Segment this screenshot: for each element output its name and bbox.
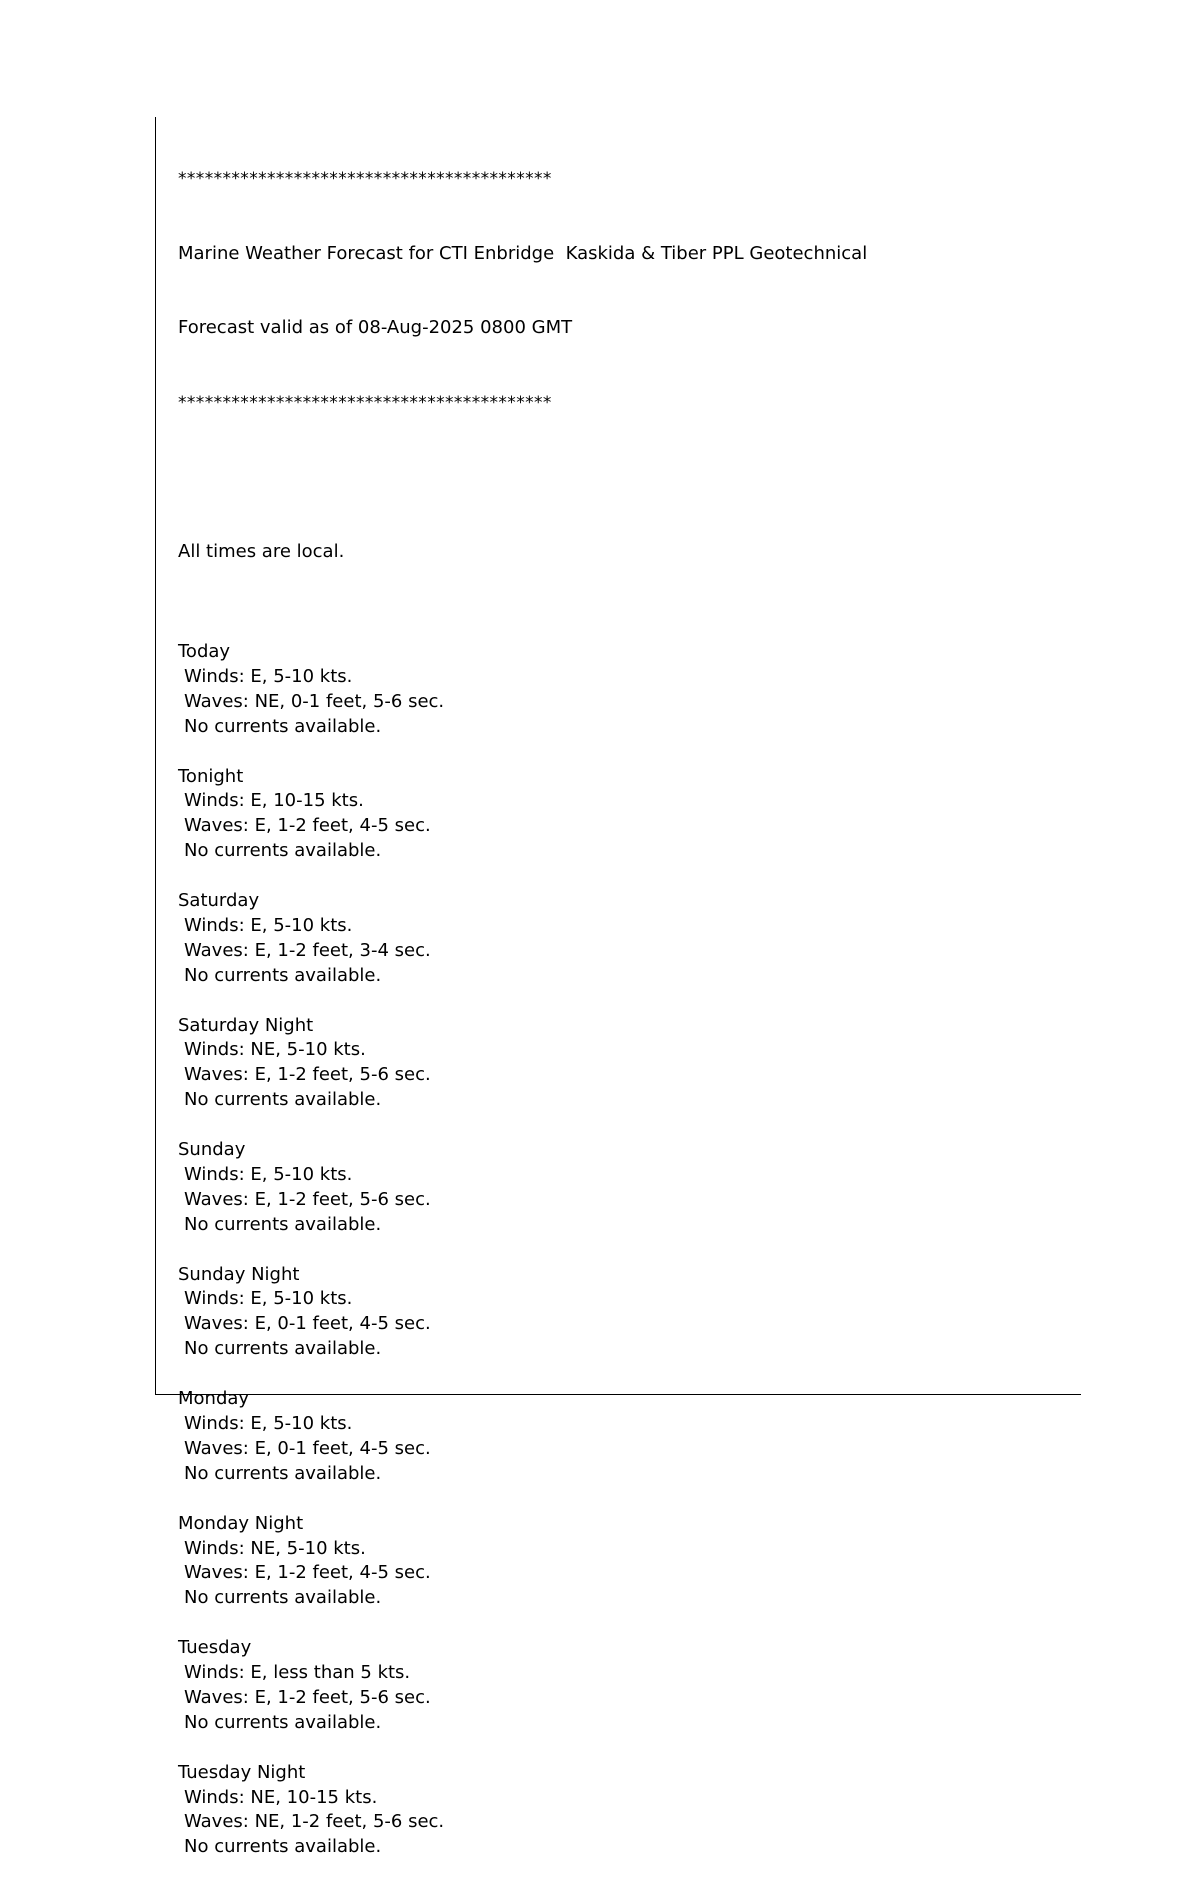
period-winds: Winds: NE, 5-10 kts.: [184, 1537, 366, 1559]
forecast-periods: [178, 615, 867, 1860]
period-currents: No currents available.: [184, 1462, 382, 1484]
separator-top: ******************************************: [178, 168, 552, 189]
period-winds: Winds: E, 5-10 kts.: [184, 665, 353, 687]
period-winds: Winds: E, 5-10 kts.: [184, 1288, 353, 1310]
period-name: Sunday Night: [178, 1263, 300, 1285]
period-waves: Waves: E, 1-2 feet, 3-4 sec.: [184, 939, 431, 961]
period-currents: No currents available.: [184, 1711, 382, 1733]
period-currents: No currents available.: [184, 964, 382, 986]
period-winds: Winds: E, 5-10 kts.: [184, 1163, 353, 1185]
period-winds: Winds: E, 10-15 kts.: [184, 790, 364, 812]
forecast-title: Marine Weather Forecast for CTI Enbridge Kaskida & Tiber PPL Geotechnical: [178, 242, 868, 264]
forecast-period: [178, 1113, 867, 1238]
forecast-period: [178, 615, 867, 740]
period-waves: Waves: E, 1-2 feet, 5-6 sec.: [184, 1064, 431, 1086]
period-waves: Waves: E, 0-1 feet, 4-5 sec.: [184, 1313, 431, 1335]
period-name: Saturday Night: [178, 1014, 314, 1036]
period-name: Today: [178, 641, 231, 662]
period-winds: Winds: E, less than 5 kts.: [184, 1662, 411, 1684]
period-name: Monday: [178, 1388, 250, 1410]
period-waves: Waves: E, 1-2 feet, 4-5 sec.: [184, 815, 431, 837]
forecast-period: [178, 1487, 867, 1612]
separator-bottom: ******************************************: [178, 392, 552, 413]
period-currents: No currents available.: [184, 1836, 382, 1858]
period-name: Sunday: [178, 1139, 246, 1161]
period-currents: No currents available.: [184, 1089, 382, 1111]
forecast-period: [178, 1736, 867, 1861]
period-waves: Waves: E, 1-2 feet, 5-6 sec.: [184, 1686, 431, 1708]
period-currents: No currents available.: [184, 1338, 382, 1360]
forecast-period: [178, 1238, 867, 1363]
period-currents: No currents available.: [184, 840, 382, 862]
period-waves: Waves: E, 1-2 feet, 5-6 sec.: [184, 1188, 431, 1210]
period-waves: Waves: E, 1-2 feet, 4-5 sec.: [184, 1562, 431, 1584]
time-note: All times are local.: [178, 541, 345, 563]
period-name: Monday Night: [178, 1512, 304, 1534]
period-currents: No currents available.: [184, 715, 382, 737]
period-currents: No currents available.: [184, 1213, 382, 1235]
period-waves: Waves: E, 0-1 feet, 4-5 sec.: [184, 1437, 431, 1459]
period-winds: Winds: E, 5-10 kts.: [184, 1413, 353, 1434]
forecast-period: [178, 1362, 867, 1487]
period-name: Tuesday: [178, 1637, 252, 1659]
period-name: Saturday: [178, 890, 260, 912]
forecast-valid-time: Forecast valid as of 08-Aug-2025 0800 GMT: [178, 317, 573, 339]
forecast-document: [178, 117, 867, 1885]
forecast-period: [178, 740, 867, 865]
period-currents: No currents available.: [184, 1587, 382, 1609]
period-name: Tonight: [178, 765, 244, 787]
forecast-period: [178, 864, 867, 989]
period-waves: Waves: NE, 0-1 feet, 5-6 sec.: [184, 690, 445, 712]
period-winds: Winds: NE, 10-15 kts.: [184, 1786, 378, 1808]
period-name: Tuesday Night: [178, 1761, 306, 1783]
period-winds: Winds: E, 5-10 kts.: [184, 914, 353, 936]
period-waves: Waves: NE, 1-2 feet, 5-6 sec.: [184, 1811, 445, 1833]
forecast-period: [178, 1611, 867, 1736]
period-winds: Winds: NE, 5-10 kts.: [184, 1039, 366, 1061]
forecast-period: [178, 989, 867, 1114]
